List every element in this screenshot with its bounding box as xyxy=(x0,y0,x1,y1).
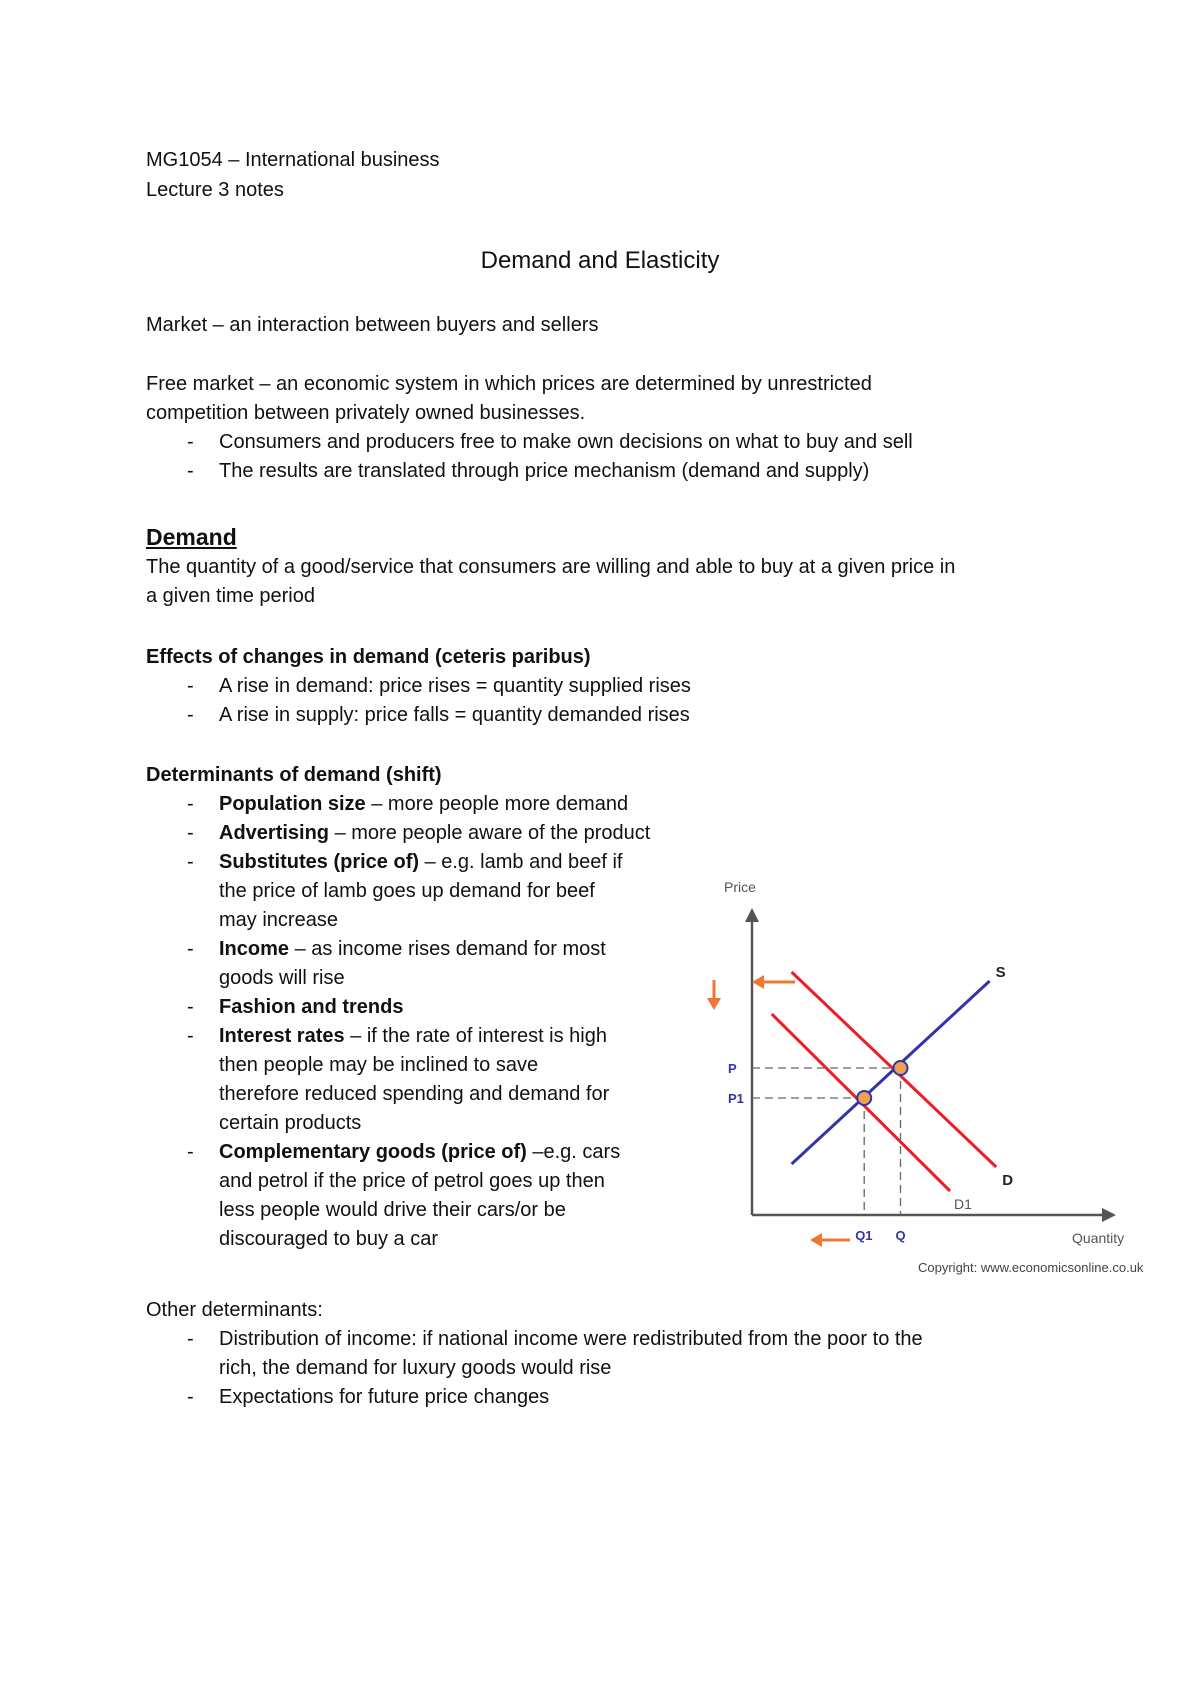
bullet-line: - Expectations for future price changes xyxy=(219,1386,550,1408)
list-item xyxy=(146,1325,923,1383)
list-item xyxy=(146,935,650,993)
description: – as income rises demand for most xyxy=(289,938,606,960)
description-line: may increase xyxy=(219,909,338,931)
description-line: goods will rise xyxy=(219,967,345,989)
list-item xyxy=(146,1383,923,1412)
lecture-label: Lecture 3 notes xyxy=(146,179,284,201)
description-line: certain products xyxy=(219,1112,362,1134)
description-line: and petrol if the price of petrol goes up then xyxy=(219,1170,605,1192)
term: Fashion and trends xyxy=(219,996,404,1018)
free-market-line-2: competition between privately owned businesses. xyxy=(146,402,586,424)
term: Population size xyxy=(219,793,366,815)
list-item: - Consumers and producers free to make own decisions on what to buy and sell xyxy=(146,428,913,457)
course-code: MG1054 – International business xyxy=(146,149,440,171)
demand-definition-line-1: The quantity of a good/service that consumers are willing and able to buy at a given price in xyxy=(146,556,956,578)
term: Substitutes (price of) xyxy=(219,851,420,873)
market-definition: Market – an interaction between buyers and sellers xyxy=(146,314,599,336)
demand-heading: Demand xyxy=(146,524,237,550)
price-tick-label: P1 xyxy=(728,1091,744,1106)
list-item xyxy=(146,790,650,819)
x-axis-arrow xyxy=(1102,1208,1116,1222)
x-axis-label: Quantity xyxy=(1072,1230,1125,1246)
price-arrow-head xyxy=(707,998,721,1010)
equilibrium-point xyxy=(857,1091,871,1105)
list-item xyxy=(146,819,650,848)
description-line: then people may be inclined to save xyxy=(219,1054,539,1076)
series-line-s xyxy=(792,981,990,1164)
price-tick-label: P xyxy=(728,1061,737,1076)
term: Interest rates xyxy=(219,1025,345,1047)
description-line: the price of lamb goes up demand for beef xyxy=(219,880,595,902)
demand-definition-line-2: a given time period xyxy=(146,585,315,607)
term: Complementary goods (price of) xyxy=(219,1141,527,1163)
term: Income xyxy=(219,938,290,960)
list-item xyxy=(146,1138,650,1254)
list-item xyxy=(146,848,650,935)
list-item: - A rise in supply: price falls = quantity demanded rises xyxy=(146,701,691,730)
copyright-text: Copyright: www.economicsonline.co.uk xyxy=(918,1260,1144,1275)
shift-arrow-left-head xyxy=(752,975,764,989)
description: – more people more demand xyxy=(365,793,629,815)
y-axis-label: Price xyxy=(724,879,756,895)
y-axis-arrow xyxy=(745,908,759,922)
other-determinants-list xyxy=(146,1325,923,1412)
effects-bullets xyxy=(146,672,691,730)
other-determinants-heading: Other determinants: xyxy=(146,1299,323,1321)
bullet-line: rich, the demand for luxury goods would rise xyxy=(219,1357,612,1379)
description: – more people aware of the product xyxy=(329,822,651,844)
quantity-arrow-head xyxy=(810,1233,822,1247)
free-market-bullets xyxy=(146,428,913,486)
list-item: - A rise in demand: price rises = quantity supplied rises xyxy=(146,672,691,701)
series-label-d: D xyxy=(1002,1172,1014,1189)
quantity-tick-label: Q1 xyxy=(855,1228,873,1243)
description-line: therefore reduced spending and demand for xyxy=(219,1083,610,1105)
determinants-heading: Determinants of demand (shift) xyxy=(146,764,442,786)
description-line: discouraged to buy a car xyxy=(219,1228,439,1250)
list-item xyxy=(146,993,650,1022)
equilibrium-point xyxy=(894,1061,908,1075)
supply-demand-chart xyxy=(700,870,1160,1290)
description: – if the rate of interest is high xyxy=(344,1025,607,1047)
list-item: - The results are translated through price mechanism (demand and supply) xyxy=(146,457,913,486)
bullet-line: - Distribution of income: if national income were redistributed from the poor to the xyxy=(219,1328,923,1350)
series-label-s: S xyxy=(995,964,1006,981)
description: – e.g. lamb and beef if xyxy=(419,851,623,873)
term: Advertising xyxy=(219,822,330,844)
description-line: less people would drive their cars/or be xyxy=(219,1199,566,1221)
list-item xyxy=(146,1022,650,1138)
description: –e.g. cars xyxy=(526,1141,621,1163)
series-label-d1: D1 xyxy=(954,1196,972,1212)
quantity-tick-label: Q xyxy=(895,1228,906,1243)
page-title: Demand and Elasticity xyxy=(480,247,720,274)
determinants-list xyxy=(146,790,650,1254)
effects-heading: Effects of changes in demand (ceteris paribus) xyxy=(146,646,591,668)
free-market-line-1: Free market – an economic system in which prices are determined by unrestricted xyxy=(146,373,872,395)
